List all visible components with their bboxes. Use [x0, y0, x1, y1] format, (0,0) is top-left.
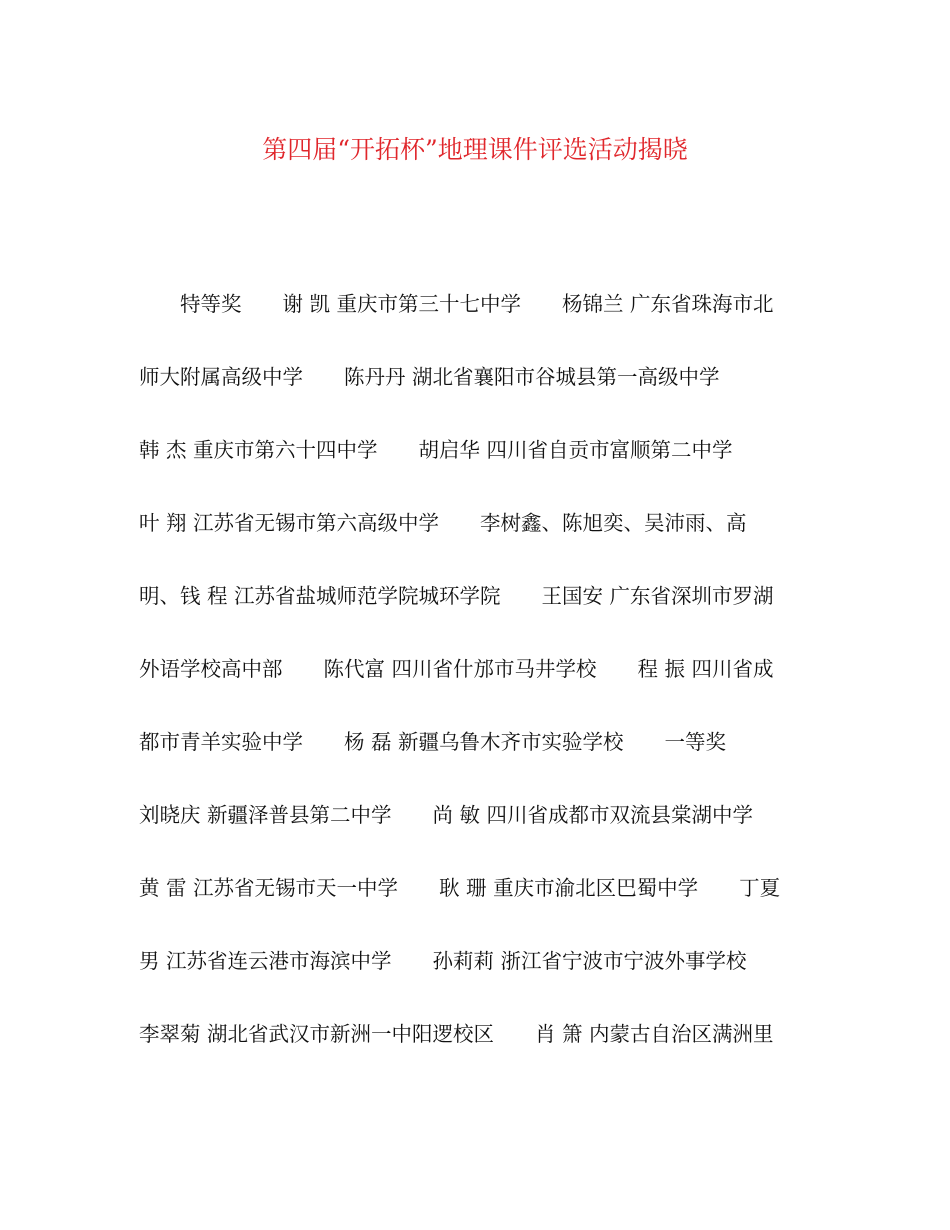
text-line: 韩 杰 重庆市第六十四中学 胡启华 四川省自贡市富顺第二中学: [139, 438, 733, 462]
text-line: 男 江苏省连云港市海滨中学 孙莉莉 浙江省宁波市宁波外事学校: [139, 949, 747, 973]
text-line: 黄 雷 江苏省无锡市天一中学 耿 珊 重庆市渝北区巴蜀中学 丁夏: [139, 876, 781, 900]
document-body: [139, 282, 839, 1085]
text-line: 李翠菊 湖北省武汉市新洲一中阳逻校区 肖 箫 内蒙古自治区满洲里: [139, 1022, 774, 1046]
text-line: 都市青羊实验中学 杨 磊 新疆乌鲁木齐市实验学校 一等奖: [139, 730, 727, 754]
text-line: 刘晓庆 新疆泽普县第二中学 尚 敏 四川省成都市双流县棠湖中学: [139, 803, 754, 827]
text-line: 外语学校高中部 陈代富 四川省什邡市马井学校 程 振 四川省成: [139, 657, 774, 681]
document-title: 第四届“开拓杯”地理课件评选活动揭晓: [262, 135, 688, 164]
text-line: 叶 翔 江苏省无锡市第六高级中学 李树鑫、陈旭奕、吴沛雨、高: [139, 511, 747, 535]
text-line: 明、钱 程 江苏省盐城师范学院城环学院 王国安 广东省深圳市罗湖: [139, 584, 774, 608]
text-line: 师大附属高级中学 陈丹丹 湖北省襄阳市谷城县第一高级中学: [139, 365, 720, 389]
text-line: 特等奖 谢 凯 重庆市第三十七中学 杨锦兰 广东省珠海市北: [139, 292, 774, 316]
